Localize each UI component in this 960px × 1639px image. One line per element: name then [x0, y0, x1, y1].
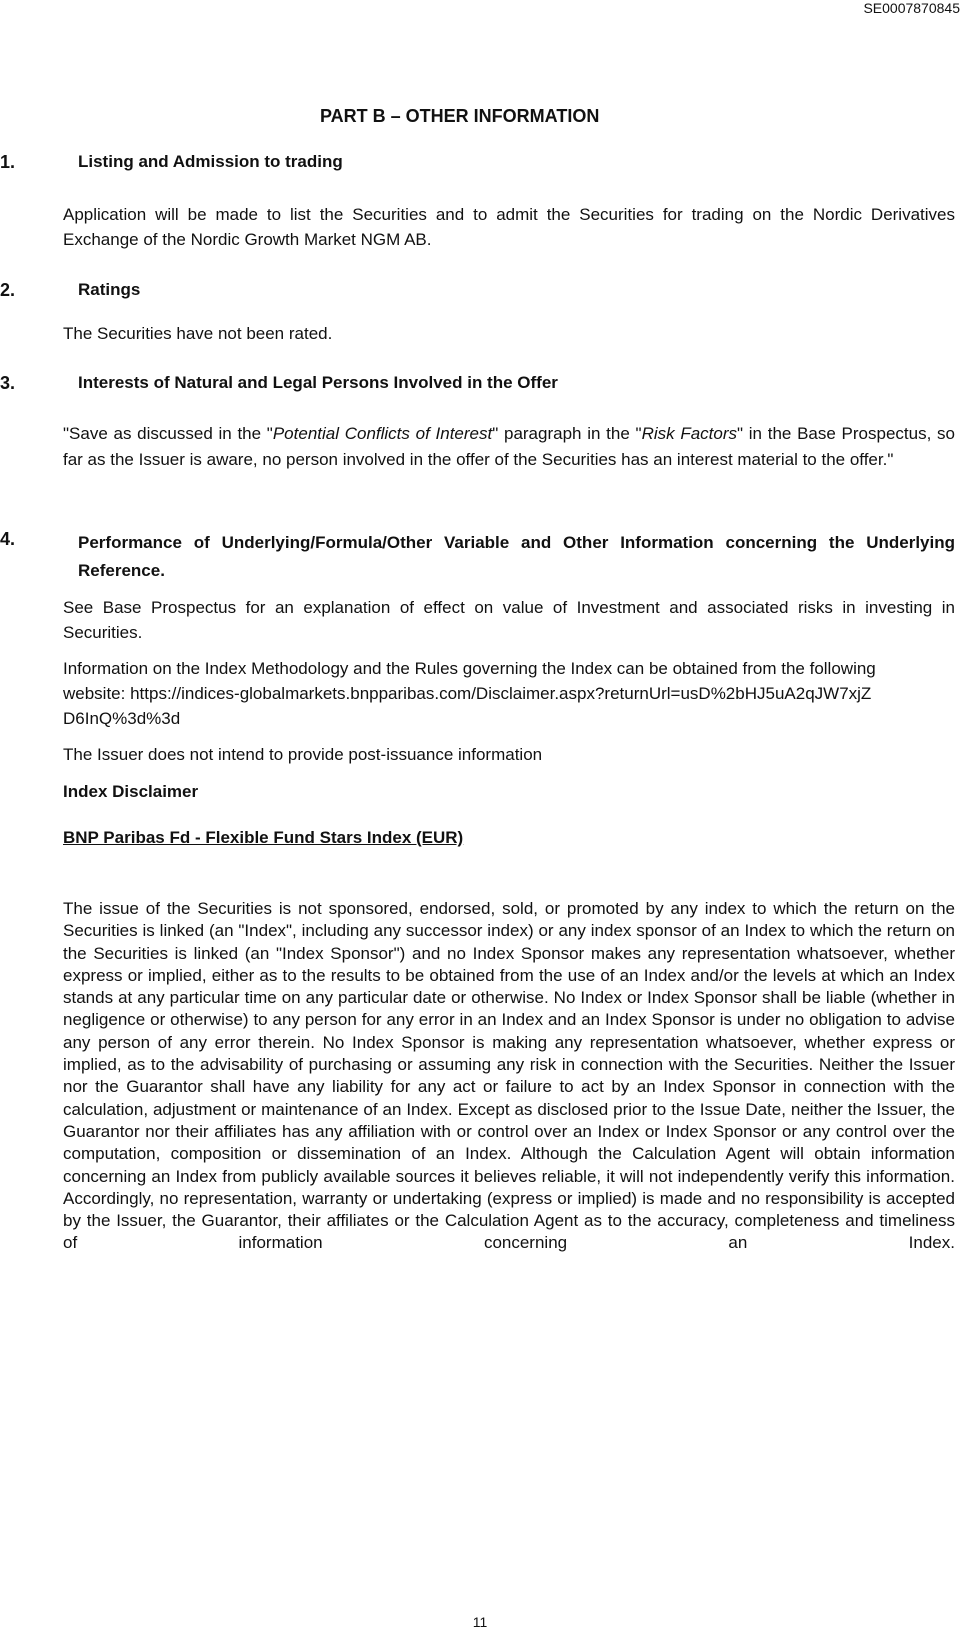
section-3-title: Interests of Natural and Legal Persons Involved in the Offer: [78, 373, 558, 392]
section-2-number: 2.: [0, 280, 16, 300]
interests-text-2: " paragraph in the ": [492, 424, 642, 443]
document-id: SE0007870845: [863, 0, 960, 16]
index-disclaimer-heading: Index Disclaimer: [63, 782, 199, 801]
section-3-number: 3.: [0, 373, 16, 393]
index-name-heading: BNP Paribas Fd - Flexible Fund Stars Index (EUR): [63, 828, 464, 847]
interests-text-3: " in the Base Prospectus, so far as the Issuer is aware, no person involved in the offer of the Securities has an interest material to the offer.": [63, 424, 955, 469]
section-2-title: Ratings: [78, 280, 141, 299]
interests-italic-risk-factors: Risk Factors: [641, 424, 738, 443]
performance-paragraph-1: See Base Prospectus for an explanation of effect on value of Investment and associated risks in investing in Securities.: [63, 598, 955, 642]
part-title: PART B – OTHER INFORMATION: [320, 106, 600, 126]
performance-paragraph-2: Information on the Index Methodology and the Rules governing the Index can be obtained from the following website: https://indices-globalmarkets.bnpparibas.com/Disclaimer.aspx?returnUrl=usD%2bHJ5uA2qJW7xjZD6InQ%3d%3d: [63, 659, 876, 728]
interests-paragraph: [63, 421, 955, 473]
section-1-title: Listing and Admission to trading: [78, 152, 343, 171]
interests-italic-conflicts: Potential Conflicts of Interest: [272, 424, 493, 443]
page-number: 11: [472, 1614, 488, 1630]
section-4-number: 4.: [0, 529, 16, 549]
interests-text-1: "Save as discussed in the ": [63, 424, 273, 443]
ratings-paragraph: The Securities have not been rated.: [63, 324, 333, 343]
index-disclaimer-text: The issue of the Securities is not sponsored, endorsed, sold, or promoted by any index to which the return on the Securities is linked (an "Index", including any successor index) or any index sponsor of an Index to which the return on the Securities is linked (an "Index Sponsor") and no Index Sponsor makes any representation whatsoever, whether express or implied, either as to the results to be obtained from the use of an Index and/or the levels at which an Index stands at any particular time on any particular date or otherwise. No Index or Index Sponsor shall be liable (whether in negligence or otherwise) to any person for any error in an Index and an Index Sponsor is under no obligation to advise any person of any error therein. No Index Sponsor is making any representation whatsoever, whether express or implied, as to the advisability of purchasing or assuming any risk in connection with the Securities. Neither the Issuer nor the Guarantor shall have any liability for any act or failure to act by an Index Sponsor in connection with the calculation, adjustment or maintenance of an Index. Except as disclosed prior to the Issue Date, neither the Issuer, the Guarantor nor their affiliates has any affiliation with or control over an Index or Index Sponsor or any control over the computation, composition or dissemination of an Index. Although the Calculation Agent will obtain information concerning an Index from publicly available sources it believes reliable, it will not independently verify this information. Accordingly, no representation, warranty or undertaking (express or implied) is made and no responsibility is accepted by the Issuer, the Guarantor, their affiliates or the Calculation Agent as to the accuracy, completeness and timeliness of information concerning an Index.: [63, 899, 955, 1253]
performance-paragraph-3: The Issuer does not intend to provide post-issuance information: [63, 745, 543, 764]
section-1-number: 1.: [0, 152, 16, 172]
section-4-title: Performance of Underlying/Formula/Other Variable and Other Information concerning the Underlying Reference.: [78, 533, 955, 580]
listing-paragraph: Application will be made to list the Securities and to admit the Securities for trading on the Nordic Derivatives Exchange of the Nordic Growth Market NGM AB.: [63, 205, 955, 249]
